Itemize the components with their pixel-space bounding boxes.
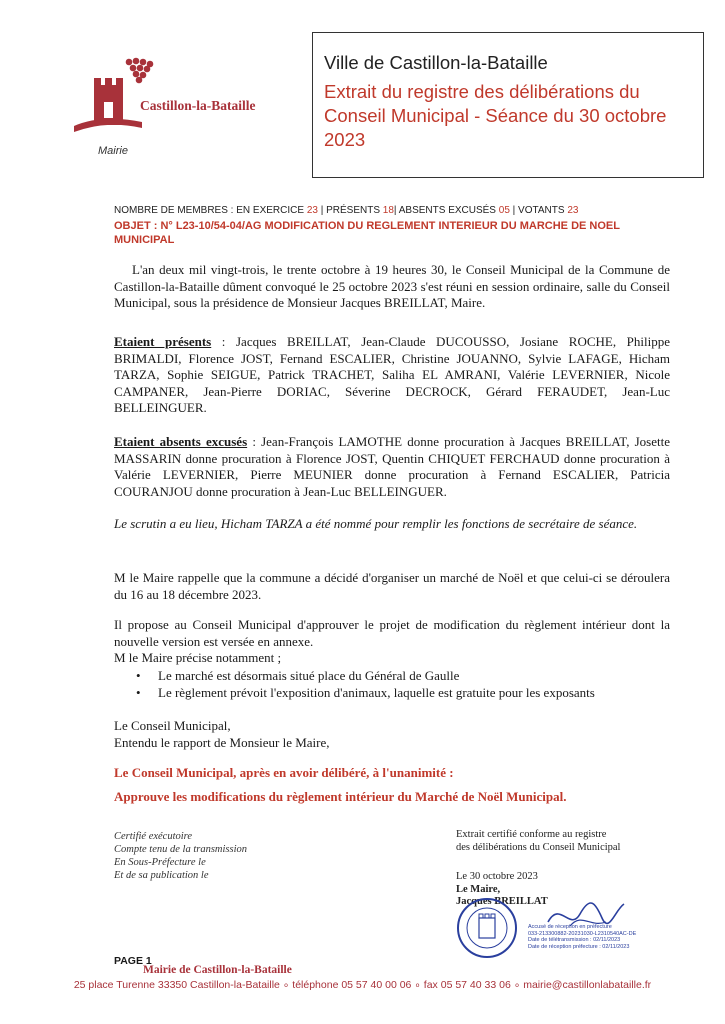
- document-title: Extrait du registre des délibérations du Conseil Municipal - Séance du 30 octobre 2023: [324, 81, 667, 150]
- rapport-line: Entendu le rapport de Monsieur le Maire,: [114, 734, 330, 750]
- brand-name: Castillon-la-Bataille: [140, 98, 256, 113]
- presents-list: : Jacques BREILLAT, Jean-Claude DUCOUSSO, Josiane ROCHE, Philippe BRIMALDI, Florence JOST, Fernand ESCALIER, Christine JOUANNO, Sylvie LAFAGE, Hicham TARZA, Sophie SEIGUE, Patrick TRACHET, Saliha EL AMRANI, Valérie LEVERNIER, Nicole CAMPANER, Jean-Pierre DORIAC, Séverine DECROCK, Gérard FERAUDET, Jean-Luc BELLEINGUER.: [114, 334, 670, 415]
- absents-label: Etaient absents excusés: [114, 434, 248, 449]
- receipt-line: Date de réception préfecture : 02/11/2023: [528, 943, 630, 950]
- bullet-list: [134, 667, 674, 701]
- absents-label: | ABSENTS EXCUSÉS: [393, 205, 499, 216]
- certif-line: Certifié exécutoire: [114, 831, 193, 842]
- list-item: • Le règlement prévoit l'exposition d'animaux, laquelle est gratuite pour les exposants: [134, 684, 674, 701]
- precise-line: M le Maire précise notamment ;: [114, 650, 282, 665]
- presents-label: Etaient présents: [114, 334, 212, 349]
- members-count-line: [114, 205, 578, 216]
- footer-address: 25 place Turenne 33350 Castillon-la-Bataille ∘ téléphone 05 57 40 00 06 ∘ fax 05 57 40 33 06 ∘ mairie@castillonlabataille.fr: [73, 979, 652, 991]
- objet-heading: OBJET : N° L23-10/54-04/AG MODIFICATION DU REGLEMENT INTERIEUR DU MARCHE DE NOEL MUNICIPAL: [114, 220, 620, 246]
- decision-heading: Le Conseil Municipal, après en avoir délibéré, à l'unanimité :: [114, 765, 454, 780]
- receipt-line: Accusé de réception en préfecture: [528, 924, 612, 930]
- extrait-line: Extrait certifié conforme au registre: [456, 829, 607, 840]
- certif-line: En Sous-Préfecture le: [114, 857, 206, 868]
- certification-block: [114, 830, 247, 882]
- extrait-line: des délibérations du Conseil Municipal: [456, 842, 621, 853]
- page-number: PAGE 1: [114, 955, 152, 967]
- decision-text: Approuve les modifications du règlement intérieur du Marché de Noël Municipal.: [114, 789, 567, 804]
- brand-subtitle: Mairie: [98, 145, 128, 157]
- conseil-line: Le Conseil Municipal,: [114, 718, 231, 733]
- receipt-line: 033-213300882-20231030-L2310540AC-DE: [528, 930, 637, 937]
- city-title: Ville de Castillon-la-Bataille: [324, 52, 548, 73]
- signature-date: Le 30 octobre 2023: [456, 871, 538, 882]
- absents-list: : Jean-François LAMOTHE donne procuration à Jacques BREILLAT, Josette MASSARIN donne procuration à Florence JOST, Quentin CHIQUET FERCHAUD donne procuration à Valérie LEVERNIER, Pierre MEUNIER donne procuration à Fernand ESCALIER, Patricia COURANJOU donne procuration à Jean-Luc BELLEINGUER.: [114, 434, 671, 499]
- presents-count: 18: [382, 205, 394, 216]
- members-prefix: NOMBRE DE MEMBRES : EN EXERCICE: [114, 205, 307, 216]
- conseil-paragraph: [114, 718, 670, 751]
- receipt-stamp: [528, 924, 668, 950]
- footer-mairie-name: Mairie de Castillon-la-Bataille: [143, 964, 292, 976]
- intro-paragraph: L'an deux mil vingt-trois, le trente octobre à 19 heures 30, le Conseil Municipal de la Commune de Castillon-la-Bataille dûment convoqué le 25 octobre 2023 s'est réuni en session ordinaire, salle du Conseil Municipal, sous la présidence de Monsieur Jacques BREILLAT, Maire.: [114, 262, 670, 310]
- receipt-line: Date de télétransmission : 02/11/2023: [528, 937, 621, 943]
- official-stamp-icon: [455, 896, 519, 960]
- maire-rappelle-paragraph: M le Maire rappelle que la commune a décidé d'organiser un marché de Noël et que celui-ci se déroulera du 16 au 18 décembre 2023.: [114, 570, 670, 602]
- presents-label: | PRÉSENTS: [317, 205, 383, 216]
- votants-label: | VOTANTS: [509, 205, 568, 216]
- signatory-name: Jacques BREILLAT: [456, 896, 548, 907]
- en-exercice-count: 23: [306, 205, 318, 216]
- absents-count: 05: [498, 205, 510, 216]
- votants-count: 23: [567, 205, 579, 216]
- certif-line: Et de sa publication le: [114, 870, 209, 881]
- extrait-block: [456, 828, 620, 854]
- scrutin-paragraph: Le scrutin a eu lieu, Hicham TARZA a été nommé pour remplir les fonctions de secrétaire de séance.: [114, 516, 638, 531]
- list-item: • Le marché est désormais situé place du Général de Gaulle: [134, 667, 674, 684]
- propose-paragraph: Il propose au Conseil Municipal d'approuver le projet de modification du règlement intérieur dont la nouvelle version est versée en annexe.: [114, 617, 670, 649]
- presents-paragraph: [114, 334, 670, 417]
- le-maire-label: Le Maire,: [456, 883, 501, 895]
- absents-paragraph: [114, 434, 670, 500]
- certif-line: Compte tenu de la transmission: [114, 844, 247, 855]
